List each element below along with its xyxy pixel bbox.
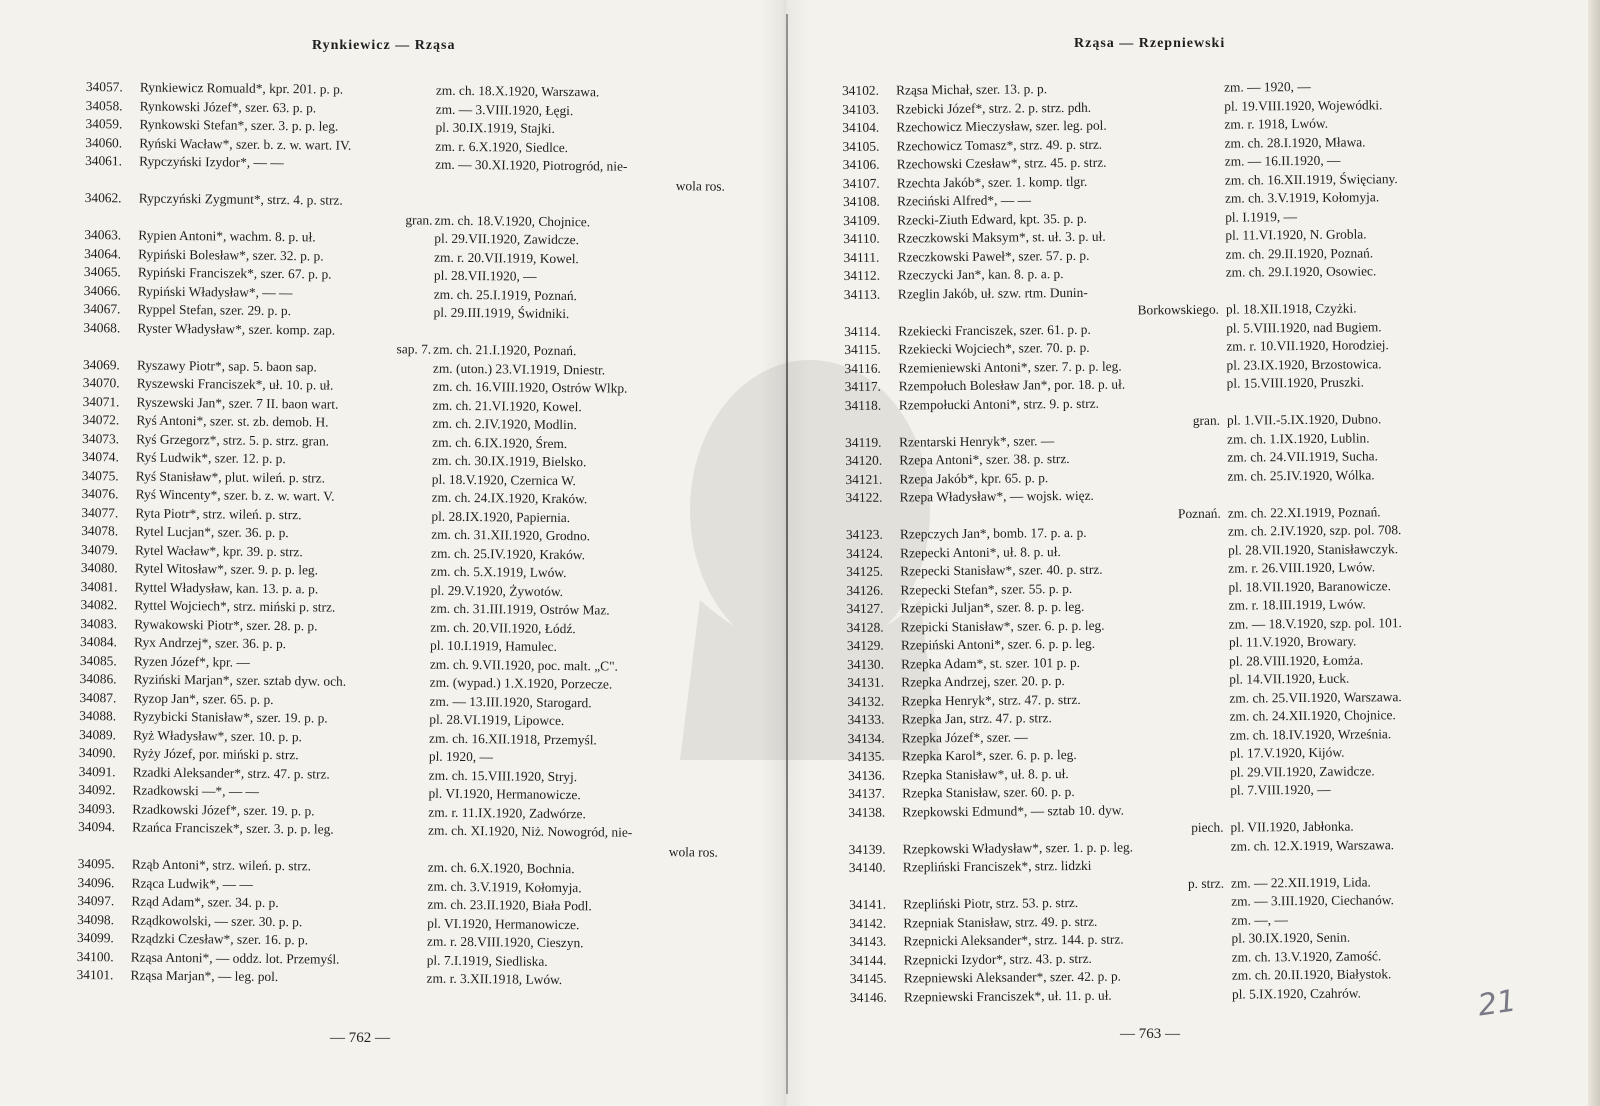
entry-name: Ryx Andrzej*, szer. 36. p. p. <box>134 634 287 652</box>
entry-name: Rzepka Jan, strz. 47. p. strz. <box>901 710 1052 727</box>
entry-fate: zm. r. 3.XII.1918, Lwów. <box>426 970 563 988</box>
entry-name: Rzechta Jakób*, szer. 1. komp. tlgr. <box>896 173 1088 191</box>
entry-fate: zm. (uton.) 23.VI.1919, Dniestr. <box>432 360 606 377</box>
entry-number: 34086. <box>79 670 117 687</box>
entry-fate: zm. ch. XI.1920, Niż. Nowogród, nie- <box>428 822 633 840</box>
entry-name: Rynkowski Józef*, szer. 63. p. p. <box>139 98 317 115</box>
entry-number: 34057. <box>85 78 123 95</box>
entry-name: Ryży Józef, por. miński p. strz. <box>132 745 299 763</box>
entry-name: Rzecki-Ziuth Edward, kpt. 35. p. p. <box>897 210 1087 228</box>
page-left <box>0 0 790 1106</box>
entry-fate: zm. ch. 20.VII.1920, Łódź. <box>430 619 576 636</box>
entry-number: 34114. <box>844 323 881 339</box>
entry-name: Rzepczych Jan*, bomb. 17. p. a. p. <box>899 524 1087 542</box>
entry-fate: pl. 18.VII.1920, Baranowicze. <box>1228 577 1391 595</box>
entry-unit-continuation: sap. 7. <box>396 341 432 357</box>
entry-name: Rzempołuch Bolesław Jan*, por. 18. p. uł. <box>898 376 1126 394</box>
entry-name: Ryttel Wojciech*, strz. miński p. strz. <box>134 597 336 615</box>
entry-number: 34081. <box>80 578 118 594</box>
entry-name: Rzepliński Franciszek*, strz. lidzki <box>902 857 1092 875</box>
entry-number: 34059. <box>85 115 123 132</box>
entry-name: Rypiński Franciszek*, szer. 67. p. p. <box>137 264 332 282</box>
entry-fate: pl. 28.VII.1920, Stanisławczyk. <box>1228 540 1399 558</box>
entry-number: 34089. <box>79 726 117 742</box>
entry-number: 34126. <box>846 582 884 598</box>
entry-fate: zm. —, — <box>1231 911 1288 928</box>
entry-number: 34066. <box>83 282 121 298</box>
entry-fate: pl. 28.IX.1920, Papiernia. <box>431 508 571 525</box>
entry-number: 34062. <box>84 189 122 206</box>
entry-name: Rzeczkowski Maksym*, st. uł. 3. p. uł. <box>897 228 1106 246</box>
entry-name: Rzekiecki Wojciech*, szer. 70. p. p. <box>898 339 1090 357</box>
entry-name: Rzeczycki Jan*, kan. 8. p. a. p. <box>897 266 1064 283</box>
entry-fate: zm. r. 20.VII.1919, Kowel. <box>434 249 579 266</box>
entry-name: Ryż Władysław*, szer. 10. p. p. <box>133 727 303 744</box>
entry-name: Ryttel Władysław, kan. 13. p. a. p. <box>134 579 319 596</box>
entry-number: 34131. <box>847 674 885 690</box>
entry-number: 34112. <box>843 267 881 283</box>
entry-fate: zm. ch. 24.IX.1920, Kraków. <box>431 489 588 507</box>
entry-name: Ryszewski Jan*, szer. 7 II. baon wart. <box>136 394 339 412</box>
entry-fate: zm. ch. 18.V.1920, Chojnice. <box>434 212 591 229</box>
entry-number: 34105. <box>842 138 880 154</box>
entry-number: 34111. <box>843 249 880 265</box>
entry-number: 34130. <box>847 656 884 672</box>
entry-number: 34063. <box>84 226 122 243</box>
entry-fate: pl. 23.IX.1920, Brzostowica. <box>1226 355 1382 373</box>
entry-number: 34138. <box>848 804 886 820</box>
entry-number: 34071. <box>82 393 120 409</box>
entry-name: Rządkowolski, — szer. 30. p. p. <box>131 912 303 929</box>
entry-number: 34107. <box>842 175 880 191</box>
entry-fate: zm. (wypad.) 1.X.1920, Porzecze. <box>429 674 613 692</box>
entry-fate: zm. ch. 3.V.1919, Kołomyja. <box>427 878 582 895</box>
entry-number: 34109. <box>843 212 881 228</box>
entry-number: 34088. <box>79 707 117 724</box>
entry-number: 34076. <box>81 485 119 502</box>
entry-fate: pl. VII.1920, Jabłonka. <box>1230 818 1354 835</box>
entry-number: 34120. <box>845 452 883 468</box>
entry-number: 34083. <box>80 615 118 631</box>
entry-fate: zm. ch. 13.V.1920, Zamość. <box>1231 947 1382 965</box>
entry-number: 34142. <box>849 915 887 931</box>
entry-fate: zm. ch. 18.X.1920, Warszawa. <box>435 82 600 100</box>
entry-name: Rzepka Karol*, szer. 6. p. p. leg. <box>901 746 1077 764</box>
entry-fate: zm. ch. 21.VI.1920, Kowel. <box>432 397 582 414</box>
entry-fate-continuation: wola ros. <box>675 177 725 194</box>
entry-number: 34060. <box>85 134 123 150</box>
entry-unit-continuation: Borkowskiego. <box>1137 301 1220 318</box>
entry-fate: zm. ch. 12.X.1919, Warszawa. <box>1230 836 1395 854</box>
entry-name: Rzepka Stanisław*, uł. 8. p. uł. <box>901 765 1069 783</box>
entry-number: 34100. <box>76 948 114 964</box>
entry-fate: zm. ch. 23.II.1920, Biała Podl. <box>427 896 592 914</box>
entry-number: 34116. <box>844 360 881 376</box>
entry-number: 34077. <box>81 504 119 520</box>
entry-name: Rzepicki Juljan*, szer. 8. p. p. leg. <box>900 598 1085 616</box>
entry-fate: zm. ch. 24.VII.1919, Sucha. <box>1227 448 1378 465</box>
entry-fate: pl. 28.VIII.1920, Łomża. <box>1228 651 1364 669</box>
entry-name: Rząca Ludwik*, — — <box>131 875 253 892</box>
entry-name: Rzebicki Józef*, strz. 2. p. strz. pdh. <box>896 99 1092 117</box>
entry-number: 34074. <box>81 448 119 465</box>
entry-name: Ryś Wincenty*, szer. b. z. w. wart. V. <box>135 486 335 504</box>
running-header-right: Rząsa — Rzepniewski <box>1074 36 1226 51</box>
entry-fate: zm. ch. 25.VII.1920, Warszawa. <box>1229 688 1402 706</box>
entry-number: 34139. <box>848 841 886 857</box>
entry-name: Rypczyński Izydor*, — — <box>139 153 284 171</box>
pencil-margin-note: 21 <box>1475 983 1519 1024</box>
entry-number: 34097. <box>77 892 115 909</box>
entry-number: 34128. <box>846 619 884 635</box>
entry-number: 34123. <box>845 526 883 542</box>
entry-fate: zm. — 30.XI.1920, Piotrogród, nie- <box>435 156 628 174</box>
entry-fate: zm. ch. 16.VIII.1920, Ostrów Wlkp. <box>432 378 628 396</box>
entry-fate: zm. — 3.VIII.1920, Łęgi. <box>435 101 574 118</box>
entry-name: Rypiński Władysław*, — — <box>137 283 293 300</box>
entry-unit-continuation: piech. <box>1191 819 1224 835</box>
entry-fate: zm. ch. 21.I.1920, Poznań. <box>433 341 577 359</box>
entry-fate: pl. 14.VII.1920, Łuck. <box>1229 670 1350 687</box>
entry-fate: zm. — 13.III.1920, Starogard. <box>429 693 592 710</box>
entry-name: Rzeciński Alfred*, — — <box>896 192 1031 209</box>
entry-name: Rynkiewicz Romuald*, kpr. 201. p. p. <box>139 79 344 97</box>
entry-fate: zm. — 3.III.1920, Ciechanów. <box>1231 892 1394 909</box>
entry-fate: zm. — 16.II.1920, — <box>1224 152 1341 169</box>
entry-name: Rzadkowski —*, — — <box>132 782 260 799</box>
entry-fate: zm. — 22.XII.1919, Lida. <box>1230 873 1371 891</box>
entry-fate: pl. 15.VIII.1920, Pruszki. <box>1226 374 1364 391</box>
entry-name: Rzepecki Antoni*, uł. 8. p. uł. <box>900 543 1061 561</box>
entry-name: Rządzki Czesław*, szer. 16. p. p. <box>130 930 309 948</box>
entry-name: Rzepniak Stanisław, strz. 49. p. strz. <box>903 913 1098 930</box>
entry-number: 34118. <box>844 397 882 413</box>
entry-name: Ryta Piotr*, strz. wileń. p. strz. <box>135 505 302 522</box>
entry-number: 34125. <box>846 563 884 579</box>
entry-number: 34106. <box>842 156 880 172</box>
entry-name: Ryś Ludwik*, szer. 12. p. p. <box>135 449 286 467</box>
entry-number: 34078. <box>81 522 119 539</box>
entry-name: Rzepka Stanisław, szer. 60. p. p. <box>902 783 1075 801</box>
entry-number: 34119. <box>845 434 882 450</box>
entry-number: 34140. <box>848 859 886 875</box>
entry-name: Rzepicki Stanisław*, szer. 6. p. p. leg. <box>900 617 1105 635</box>
entry-fate: pl. 28.VI.1919, Lipowce. <box>429 711 565 729</box>
entry-number: 34127. <box>846 600 884 616</box>
entry-fate: zm. ch. 15.VIII.1920, Stryj. <box>428 767 578 784</box>
entry-fate: zm. r. 6.X.1920, Siedlce. <box>435 138 569 155</box>
entry-name: Ryzop Jan*, szer. 65. p. p. <box>133 690 274 707</box>
entry-name: Ryszawy Piotr*, sap. 5. baon sap. <box>136 357 317 374</box>
entry-fate: pl. VI.1920, Hermanowicze. <box>427 915 580 932</box>
entry-fate: zm. ch. 25.IV.1920, Wólka. <box>1227 466 1375 484</box>
entry-fate: pl. 18.XII.1918, Czyżki. <box>1225 300 1357 317</box>
entry-name: Ryppel Stefan, szer. 29. p. p. <box>137 301 292 319</box>
entry-name: Rząb Antoni*, strz. wileń. p. strz. <box>131 856 312 874</box>
entry-name: Rzeczkowski Paweł*, szer. 57. p. p. <box>897 247 1090 265</box>
entry-number: 34073. <box>82 430 120 446</box>
entry-number: 34068. <box>83 319 121 335</box>
entry-fate: zm. ch. 3.V.1919, Kołomyja. <box>1224 189 1380 206</box>
entry-fate: zm. r. 10.VII.1920, Horodziej. <box>1226 337 1389 354</box>
entry-number: 34095. <box>77 855 115 872</box>
entry-name: Rzepecki Stefan*, szer. 55. p. p. <box>900 580 1073 598</box>
entry-fate: pl. 18.V.1920, Czernica W. <box>431 471 576 488</box>
entry-number: 34079. <box>80 541 118 557</box>
page-number-left: — 762 — <box>330 1030 390 1046</box>
entry-name: Ryś Stanisław*, plut. wileń. p. strz. <box>135 468 326 486</box>
entry-name: Rzepka Józef*, szer. — <box>901 728 1028 746</box>
entry-fate: pl. 7.I.1919, Siedliska. <box>426 952 548 969</box>
entry-name: Rypien Antoni*, wachm. 8. p. uł. <box>138 227 316 245</box>
entry-name: Rytel Witosław*, szer. 9. p. p. leg. <box>134 560 319 578</box>
entry-fate: pl. 11.VI.1920, N. Grobla. <box>1225 226 1367 243</box>
entry-number: 34102. <box>842 82 879 98</box>
entry-number: 34129. <box>846 637 884 653</box>
entry-name: Rzepecki Stanisław*, szer. 40. p. strz. <box>900 561 1103 579</box>
entry-number: 34099. <box>76 929 114 946</box>
entry-number: 34103. <box>842 101 880 117</box>
entry-fate: pl. 1920, — <box>428 748 493 765</box>
entry-number: 34058. <box>85 97 123 113</box>
entry-number: 34133. <box>847 711 885 727</box>
entry-name: Rzechowicz Tomasz*, strz. 49. p. strz. <box>896 136 1103 154</box>
entry-number: 34070. <box>82 374 120 391</box>
entry-fate: zm. ch. 24.XII.1920, Chojnice. <box>1229 707 1396 724</box>
entry-number: 34085. <box>79 652 117 668</box>
entry-name: Rytel Lucjan*, szer. 36. p. p. <box>135 523 289 541</box>
entry-fate: zm. ch. 31.III.1919, Ostrów Maz. <box>430 600 610 618</box>
entry-number: 34104. <box>842 119 880 135</box>
entry-name: Ryński Wacław*, szer. b. z. w. wart. IV. <box>139 135 352 153</box>
entry-name: Rywakowski Piotr*, szer. 28. p. p. <box>134 616 318 633</box>
entry-number: 34080. <box>80 559 118 576</box>
page-number-right: — 763 — <box>1120 1026 1180 1042</box>
entry-name: Rzepka Adam*, st. szer. 101 p. p. <box>901 654 1081 672</box>
entry-number: 34110. <box>843 230 880 246</box>
entry-fate: zm. ch. 6.IX.1920, Śrem. <box>432 434 568 451</box>
entry-name: Rząsa Marjan*, — leg. pol. <box>130 967 279 985</box>
entry-number: 34144. <box>849 952 887 968</box>
entry-name: Rzepnicki Izydor*, strz. 43. p. strz. <box>903 950 1092 967</box>
entry-number: 34082. <box>80 596 118 613</box>
entry-fate: zm. ch. 20.II.1920, Białystok. <box>1231 966 1392 983</box>
entry-fate: zm. r. 11.IX.1920, Zadwórze. <box>428 804 586 821</box>
entry-number: 34121. <box>845 471 883 487</box>
entry-name: Rzeglin Jakób, uł. szw. rtm. Dunin- <box>897 284 1088 302</box>
entry-name: Rzempołucki Antoni*, strz. 9. p. strz. <box>898 395 1099 413</box>
entry-name: Rzepkowski Władysław*, szer. 1. p. p. leg. <box>902 838 1134 856</box>
entry-number: 34098. <box>77 911 115 927</box>
entry-name: Rzepkowski Edmund*, — sztab 10. dyw. <box>902 802 1124 820</box>
entry-fate: zm. ch. 18.IV.1920, Września. <box>1229 725 1392 743</box>
entry-unit-continuation: gran. <box>405 211 433 228</box>
entry-name: Rząsa Antoni*, — oddz. lot. Przemyśl. <box>130 949 340 967</box>
entry-name: Ryziński Marjan*, szer. sztab dyw. och. <box>133 671 347 689</box>
entry-name: Ryster Władysław*, szer. komp. zap. <box>137 320 336 338</box>
entry-fate: zm. ch. 29.II.1920, Poznań. <box>1225 244 1374 262</box>
entry-fate: zm. ch. 25.I.1919, Poznań. <box>433 286 578 303</box>
entry-number: 34067. <box>83 300 121 317</box>
entry-name: Rzepa Jakób*, kpr. 65. p. p. <box>899 469 1049 487</box>
entry-fate: pl. 28.VII.1920, — <box>433 267 537 284</box>
entry-number: 34064. <box>84 245 122 261</box>
entry-number: 34093. <box>78 800 116 816</box>
entry-number: 34087. <box>79 689 117 705</box>
entry-fate: zm. r. 26.VIII.1920, Lwów. <box>1228 559 1376 576</box>
entry-number: 34090. <box>78 744 116 761</box>
entry-name: Rzemieniewski Antoni*, szer. 7. p. p. leg. <box>898 358 1122 376</box>
entry-name: Rzadki Aleksander*, strz. 47. p. strz. <box>132 764 330 782</box>
entry-number: 34108. <box>842 193 880 209</box>
entry-name: Ryzen Józef*, kpr. — <box>133 653 250 670</box>
entry-list-right <box>842 76 1550 1007</box>
entry-name: Rzepnicki Aleksander*, strz. 144. p. strz. <box>903 931 1124 949</box>
entry-name: Rzepa Władysław*, — wojsk. więz. <box>899 487 1094 505</box>
entry-fate: pl. 30.IX.1919, Stajki. <box>435 119 555 136</box>
entry-name: Rzechowski Czesław*, strz. 45. p. strz. <box>896 154 1107 172</box>
entry-number: 34072. <box>82 411 120 428</box>
entry-fate: pl. 10.I.1919, Hamulec. <box>430 637 557 654</box>
entry-fate: pl. I.1919, — <box>1225 208 1298 225</box>
entry-number: 34122. <box>845 489 883 505</box>
entry-name: Rzepiński Antoni*, szer. 6. p. p. leg. <box>900 635 1096 653</box>
entry-number: 34145. <box>849 970 887 986</box>
entry-number: 34065. <box>83 263 121 280</box>
entry-fate: pl. VI.1920, Hermanowicze. <box>428 785 581 803</box>
entry-number: 34124. <box>846 545 884 561</box>
entry-fate: zm. ch. 30.IX.1919, Bielsko. <box>431 452 587 470</box>
entry-fate: zm. ch. 31.XII.1920, Grodno. <box>431 526 591 544</box>
entry-name: Rzechowicz Mieczysław, szer. leg. pol. <box>896 117 1107 135</box>
entry-name: Rzepka Henryk*, strz. 47. p. strz. <box>901 691 1081 709</box>
entry-name: Ryszewski Franciszek*, uł. 10. p. uł. <box>136 375 334 393</box>
entry-name: Ryś Grzegorz*, strz. 5. p. strz. gran. <box>136 431 330 449</box>
entry-fate: pl. 19.VIII.1920, Wojewódki. <box>1224 96 1383 114</box>
entry-fate: zm. ch. 5.X.1919, Lwów. <box>430 563 567 581</box>
entry-name: Rynkowski Stefan*, szer. 3. p. p. leg. <box>139 116 339 134</box>
entry-fate: zm. r. 18.III.1919, Lwów. <box>1228 596 1366 613</box>
entry-fate: pl. 29.VII.1920, Zawidcze. <box>1229 762 1375 780</box>
entry-unit-continuation: gran. <box>1192 412 1221 428</box>
entry-number: 34115. <box>844 341 881 357</box>
entry-name: Rzepliński Piotr, strz. 53. p. strz. <box>903 894 1079 912</box>
entry-number: 34075. <box>81 467 119 483</box>
entry-name: Rypiński Bolesław*, szer. 32. p. p. <box>138 246 324 263</box>
entry-number: 34132. <box>847 693 885 709</box>
entry-name: Rytel Wacław*, kpr. 39. p. strz. <box>134 542 303 559</box>
entry-number: 34117. <box>844 378 882 394</box>
entry-number: 34143. <box>849 933 887 949</box>
entry-fate: pl. 1.VII.-5.IX.1920, Dubno. <box>1226 411 1382 428</box>
entry-number: 34146. <box>849 989 887 1005</box>
entry-number: 34135. <box>847 748 885 764</box>
entry-fate: pl. 30.IX.1920, Senin. <box>1231 929 1351 946</box>
entry-fate: zm. ch. 25.IV.1920, Kraków. <box>430 545 586 562</box>
entry-fate: pl. 29.V.1920, Żywotów. <box>430 582 564 599</box>
entry-fate: zm. ch. 1.IX.1920, Lublin. <box>1227 429 1370 447</box>
entry-fate: zm. ch. 6.X.1920, Bochnia. <box>427 859 575 877</box>
entry-fate: pl. 29.VII.1920, Zawidcze. <box>434 230 580 248</box>
entry-name: Rzadkowski Józef*, szer. 19. p. p. <box>132 801 315 818</box>
entry-number: 34113. <box>843 286 881 302</box>
entry-number: 34096. <box>77 874 115 890</box>
entry-number: 34094. <box>78 818 116 835</box>
entry-fate: pl. 5.VIII.1920, nad Bugiem. <box>1226 318 1382 336</box>
entry-number: 34084. <box>80 633 118 650</box>
entry-fate: zm. ch. 29.I.1920, Osowiec. <box>1225 263 1377 280</box>
entry-unit-continuation: p. strz. <box>1187 875 1225 891</box>
entry-unit-continuation: Poznań. <box>1177 505 1221 521</box>
entry-name: Rzepa Antoni*, szer. 38. p. strz. <box>899 451 1070 468</box>
entry-number: 34101. <box>76 966 114 983</box>
entry-fate: zm. ch. 16.XII.1919, Święciany. <box>1224 170 1398 188</box>
entry-fate: zm. ch. 22.XI.1919, Poznań. <box>1227 503 1381 521</box>
entry-name: Rzańca Franciszek*, szer. 3. p. p. leg. <box>132 819 334 837</box>
running-header-left: Rynkiewicz — Rząsa <box>312 38 456 53</box>
entry-name: Rząd Adam*, szer. 34. p. p. <box>131 893 279 911</box>
entry-name: Rypczyński Zygmunt*, strz. 4. p. strz. <box>138 190 343 208</box>
entry-number: 34061. <box>85 152 123 169</box>
entry-name: Ryś Antoni*, szer. st. zb. demob. H. <box>136 412 329 430</box>
entry-name: Rzepka Andrzej, szer. 20. p. p. <box>901 673 1065 690</box>
entry-number: 34092. <box>78 781 116 798</box>
entry-name: Rzepniewski Aleksander*, szer. 42. p. p. <box>903 968 1122 986</box>
entry-number: 34141. <box>849 896 887 912</box>
entry-fate: zm. r. 28.VIII.1920, Cieszyn. <box>426 933 584 951</box>
entry-fate: zm. ch. 2.IV.1920, Modlin. <box>432 415 577 433</box>
entry-fate: pl. 7.VIII.1920, — <box>1230 781 1331 798</box>
entry-name: Ryzybicki Stanisław*, szer. 19. p. p. <box>133 708 328 726</box>
entry-fate: pl. 29.III.1919, Świdniki. <box>433 304 570 322</box>
entry-fate: pl. 17.V.1920, Kijów. <box>1229 744 1345 761</box>
entry-fate: zm. ch. 2.IV.1920, szp. pol. 708. <box>1227 522 1402 539</box>
entry-fate: pl. 11.V.1920, Browary. <box>1228 633 1357 650</box>
entry-list-left <box>77 78 726 991</box>
entry-number: 34136. <box>847 767 885 783</box>
entry-fate-continuation: wola ros. <box>668 843 719 860</box>
entry-name: Rząsa Michał, szer. 13. p. p. <box>896 81 1048 98</box>
entry-fate: zm. ch. 28.I.1920, Mława. <box>1224 133 1366 151</box>
entry-number: 34091. <box>78 763 116 779</box>
entry-number: 34137. <box>848 785 886 801</box>
entry-fate: zm. ch. 16.XII.1918, Przemyśl. <box>429 730 597 747</box>
entry-fate: zm. — 18.V.1920, szp. pol. 101. <box>1228 614 1402 632</box>
entry-fate: zm. ch. 9.VII.1920, poc. malt. „C". <box>429 656 619 674</box>
entry-number: 34134. <box>847 730 885 746</box>
entry-number: 34069. <box>82 356 120 372</box>
page-right <box>790 0 1600 1106</box>
entry-fate: zm. r. 1918, Lwów. <box>1224 115 1329 132</box>
entry-name: Rzekiecki Franciszek, szer. 61. p. p. <box>898 321 1091 339</box>
entry-name: Rzentarski Henryk*, szer. — <box>899 432 1055 450</box>
entry-name: Rzepniewski Franciszek*, uł. 11. p. uł. <box>903 987 1112 1004</box>
entry-fate: zm. — 1920, — <box>1223 78 1311 95</box>
entry-fate: pl. 5.IX.1920, Czahrów. <box>1231 985 1361 1002</box>
